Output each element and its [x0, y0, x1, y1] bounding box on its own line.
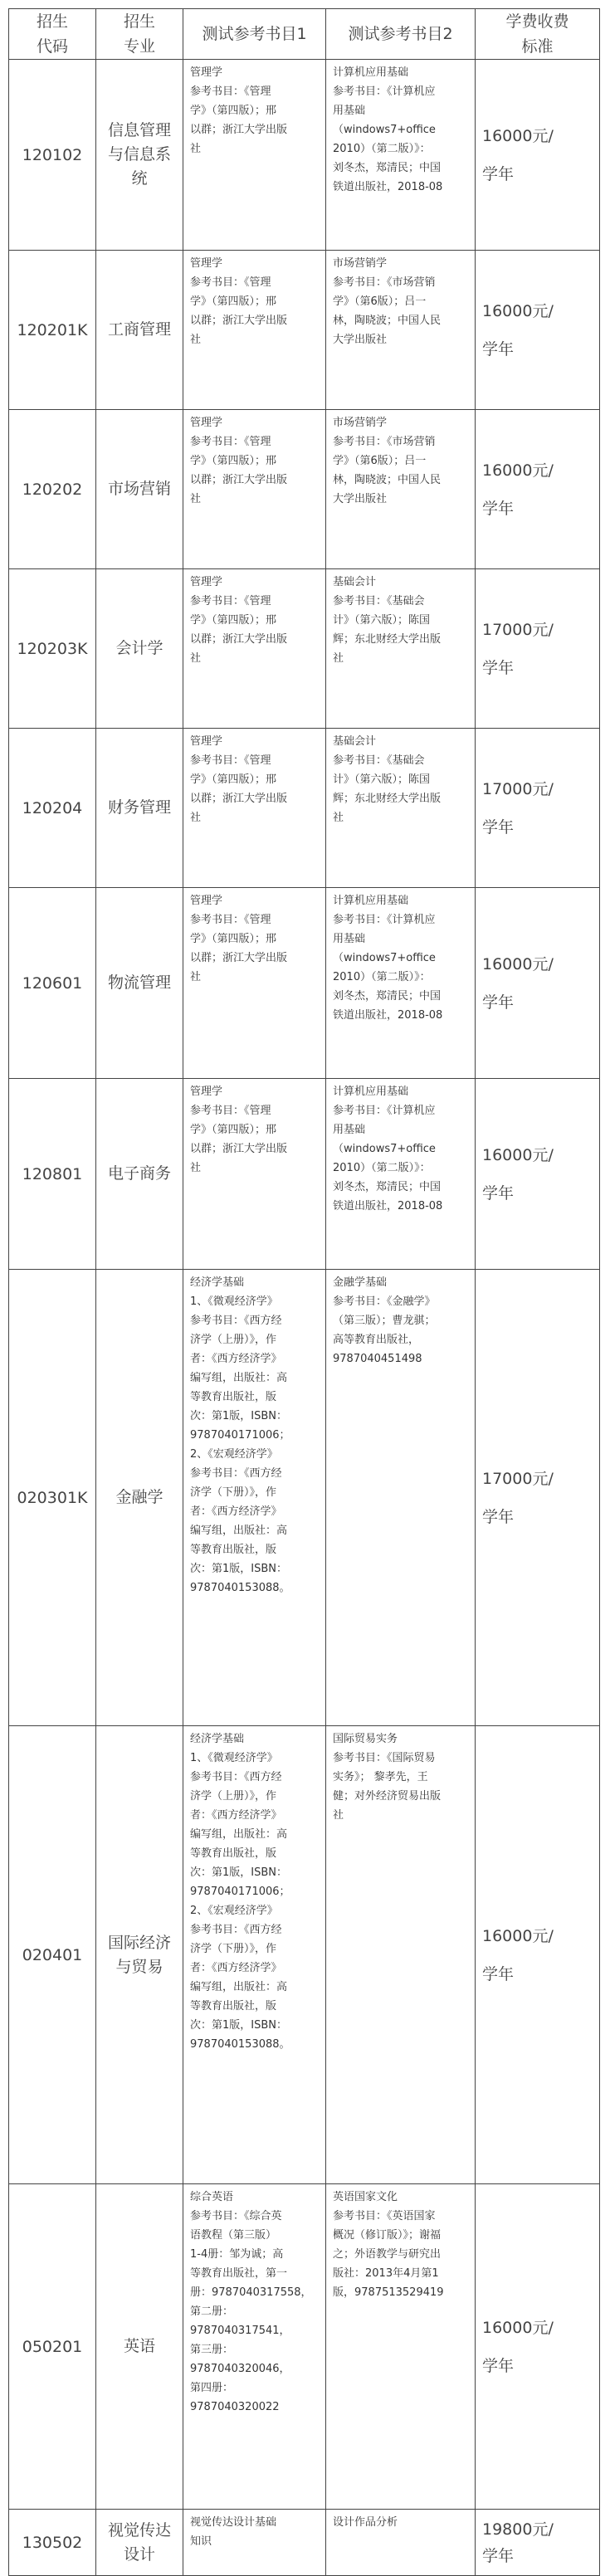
table-row: [9, 729, 600, 888]
enrollment-table: [8, 8, 600, 2576]
row-book2: 基础会计 参考书目：《基础会 计》（第六版）；陈国 辉；东北财经大学出版 社: [326, 569, 476, 729]
header-row: [9, 9, 600, 60]
row-book1: 管理学 参考书目：《管理 学》（第四版）；邢 以群；浙江大学出版 社: [183, 1079, 326, 1270]
fee-unit: 学年: [482, 2546, 515, 2565]
table-row: [9, 569, 600, 729]
fee-amount: 17000元/: [482, 1469, 554, 1488]
fee-amount: 16000元/: [482, 1145, 554, 1164]
row-code: 120202: [9, 410, 96, 569]
header-code: 招生 代码: [9, 9, 96, 60]
row-book2: 市场营销学 参考书目：《市场营销 学》（第6版）；吕一 林，陶晓波；中国人民 大学出版社: [326, 251, 476, 410]
fee-amount: 16000元/: [482, 2318, 554, 2337]
row-major: 财务管理: [96, 729, 183, 888]
row-book2: 市场营销学 参考书目：《市场营销 学》（第6版）；吕一 林，陶晓波；中国人民 大学出版社: [326, 410, 476, 569]
fee-amount: 17000元/: [482, 620, 554, 639]
row-book2: 计算机应用基础 参考书目：《计算机应 用基础 （windows7+office 2010）（第二版）》： 刘冬杰，郑清民；中国 铁道出版社，2018-08: [326, 1079, 476, 1270]
row-book1: 经济学基础 1、《微观经济学》 参考书目：《西方经 济学（上册）》，作 者：《西方经济学》 编写组，出版社：高 等教育出版社，版 次：第1版，ISBN： 9787040171006； 2、《宏观经济学》 参考书目：《西方经 济学（下册）》，作 者：《西方经济学》 编写组，出版社：高 等教育出版社，版 次：第1版，ISBN： 9787040153088。: [183, 1726, 326, 2184]
row-fee: [476, 569, 600, 729]
row-fee: [476, 888, 600, 1079]
table-row: [9, 888, 600, 1079]
row-major: 工商管理: [96, 251, 183, 410]
row-book1: 管理学 参考书目：《管理 学》（第四版）；邢 以群；浙江大学出版 社: [183, 569, 326, 729]
row-major: 电子商务: [96, 1079, 183, 1270]
table-row: [9, 410, 600, 569]
row-book2: 基础会计 参考书目：《基础会 计》（第六版）；陈国 辉；东北财经大学出版 社: [326, 729, 476, 888]
fee-unit: 学年: [482, 817, 515, 837]
header-major: 招生 专业: [96, 9, 183, 60]
fee-amount: 16000元/: [482, 954, 554, 973]
row-book1: 视觉传达设计基础 知识: [183, 2510, 326, 2576]
header-book2: 测试参考书目2: [326, 9, 476, 60]
row-code: 120102: [9, 60, 96, 251]
table-row: [9, 251, 600, 410]
row-code: 120801: [9, 1079, 96, 1270]
row-book2: 设计作品分析: [326, 2510, 476, 2576]
fee-unit: 学年: [482, 1507, 515, 1526]
row-fee: [476, 2184, 600, 2510]
fee-amount: 16000元/: [482, 461, 554, 480]
row-major: 国际经济 与贸易: [96, 1726, 183, 2184]
row-major: 会计学: [96, 569, 183, 729]
fee-unit: 学年: [482, 658, 515, 677]
row-book1: 管理学 参考书目：《管理 学》（第四版）；邢 以群；浙江大学出版 社: [183, 251, 326, 410]
table-row: [9, 2184, 600, 2510]
row-code: 120203K: [9, 569, 96, 729]
row-code: 120201K: [9, 251, 96, 410]
row-fee: [476, 60, 600, 251]
row-fee: [476, 729, 600, 888]
row-book1: 管理学 参考书目：《管理 学》（第四版）；邢 以群；浙江大学出版 社: [183, 410, 326, 569]
fee-amount: 16000元/: [482, 301, 554, 320]
row-major: 物流管理: [96, 888, 183, 1079]
row-book2: 计算机应用基础 参考书目：《计算机应 用基础 （windows7+office 2010）（第二版）》： 刘冬杰，郑清民；中国 铁道出版社，2018-08: [326, 60, 476, 251]
fee-unit: 学年: [482, 164, 515, 183]
row-book2: 金融学基础 参考书目：《金融学》 （第三版）；曹龙骐； 高等教育出版社， 9787040451498: [326, 1270, 476, 1726]
table-row: [9, 1726, 600, 2184]
fee-unit: 学年: [482, 1964, 515, 1983]
row-code: 120204: [9, 729, 96, 888]
row-fee: [476, 410, 600, 569]
row-fee: [476, 1079, 600, 1270]
fee-amount: 16000元/: [482, 126, 554, 145]
fee-unit: 学年: [482, 339, 515, 359]
table-row: [9, 2510, 600, 2576]
row-code: 020301K: [9, 1270, 96, 1726]
row-fee: [476, 1726, 600, 2184]
row-book1: 管理学 参考书目：《管理 学》（第四版）；邢 以群；浙江大学出版 社: [183, 729, 326, 888]
row-book1: 管理学 参考书目：《管理 学》（第四版）；邢 以群；浙江大学出版 社: [183, 60, 326, 251]
row-major: 英语: [96, 2184, 183, 2510]
row-code: 130502: [9, 2510, 96, 2576]
row-book2: 国际贸易实务 参考书目：《国际贸易 实务》； 黎孝先，王 健；对外经济贸易出版 社: [326, 1726, 476, 2184]
header-book1: 测试参考书目1: [183, 9, 326, 60]
row-major: 信息管理 与信息系 统: [96, 60, 183, 251]
fee-amount: 16000元/: [482, 1926, 554, 1945]
row-book1: 经济学基础 1、《微观经济学》 参考书目：《西方经 济学（上册）》，作 者：《西方经济学》 编写组，出版社：高 等教育出版社，版 次：第1版，ISBN： 9787040171006； 2、《宏观经济学》 参考书目：《西方经 济学（下册）》，作 者：《西方经济学》 编写组，出版社：高 等教育出版社，版 次：第1版，ISBN： 9787040153088。: [183, 1270, 326, 1726]
row-book1: 综合英语 参考书目：《综合英 语教程（第三版） 1-4册：邹为诚；高 等教育出版社，第一 册：9787040317558， 第二册： 9787040317541， 第三册： 9787040320046， 第四册： 9787040320022: [183, 2184, 326, 2510]
fee-amount: 19800元/: [482, 2520, 554, 2539]
fee-unit: 学年: [482, 2356, 515, 2375]
row-code: 050201: [9, 2184, 96, 2510]
header-fee: 学费收费 标准: [476, 9, 600, 60]
row-fee: [476, 2510, 600, 2576]
row-code: 020401: [9, 1726, 96, 2184]
row-code: 120601: [9, 888, 96, 1079]
row-major: 市场营销: [96, 410, 183, 569]
row-fee: [476, 1270, 600, 1726]
fee-unit: 学年: [482, 993, 515, 1012]
table-row: [9, 60, 600, 251]
fee-unit: 学年: [482, 1183, 515, 1203]
row-book2: 计算机应用基础 参考书目：《计算机应 用基础 （windows7+office 2010）（第二版）》： 刘冬杰，郑清民；中国 铁道出版社，2018-08: [326, 888, 476, 1079]
table-row: [9, 1270, 600, 1726]
fee-amount: 17000元/: [482, 779, 554, 798]
row-major: 视觉传达 设计: [96, 2510, 183, 2576]
row-book2: 英语国家文化 参考书目：《英语国家 概况（修订版）》；谢福 之；外语教学与研究出 版社：2013年4月第1 版，9787513529419: [326, 2184, 476, 2510]
row-fee: [476, 251, 600, 410]
row-book1: 管理学 参考书目：《管理 学》（第四版）；邢 以群；浙江大学出版 社: [183, 888, 326, 1079]
row-major: 金融学: [96, 1270, 183, 1726]
fee-unit: 学年: [482, 499, 515, 518]
table-row: [9, 1079, 600, 1270]
